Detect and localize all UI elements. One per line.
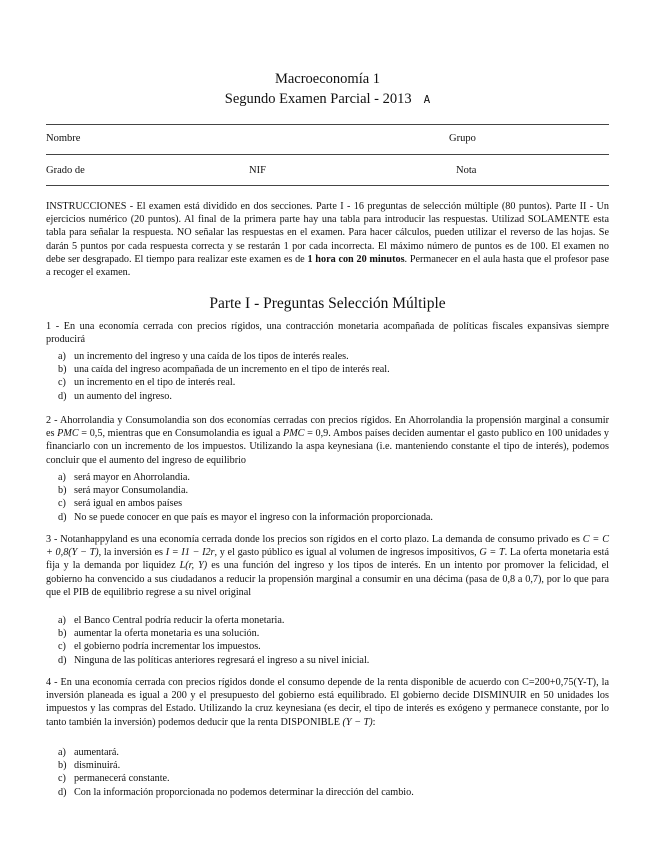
- time-limit: 1 hora con 20 minutos: [307, 253, 405, 265]
- option-d: d) Ninguna de las políticas anteriores regresará el ingreso a su nivel inicial.: [58, 654, 370, 666]
- option-d: d) un aumento del ingreso.: [58, 390, 172, 402]
- option-c: c) será igual en ambos países: [58, 498, 183, 510]
- question-1: 1 - En una economía cerrada con precios rígidos, una contracción monetaria acompañada de políticas fiscales expansivas siempre producirá: [46, 321, 609, 346]
- grado-label: Grado de: [46, 165, 85, 176]
- option-b: b) será mayor Consumolandia.: [58, 485, 189, 497]
- question-3-options: [58, 614, 608, 667]
- form-rule-bottom: [46, 185, 609, 186]
- nombre-label: Nombre: [46, 133, 81, 144]
- option-a: a) será mayor en Ahorrolandia.: [58, 472, 190, 483]
- option-c: c) un incremento en el tipo de interés real.: [58, 377, 236, 389]
- option-b: b) aumentar la oferta monetaria es una solución.: [58, 628, 260, 640]
- nif-label: NIF: [249, 165, 266, 176]
- form-rule-top: [46, 124, 609, 125]
- instructions: INSTRUCCIONES - El examen está dividido en dos secciones. Parte I - 16 preguntas de selección múltiple (80 puntos). Parte II - Un ejercicios numérico (20 puntos). Al final de la primera parte hay una tabla para introducir las respuestas. Utilizad SOLAMENTE esta tabla para señalar la respuesta. NO señalar las respuestas en el examen. Para hacer cálculos, pueden utilizar el reverso de las hojas. Se darán 5 puntos por cada respuesta correcta y se restarán 1 por cada incorrecta. El máximo número de puntos es de 100. El examen no debe ser desgrapado. El tiempo para realizar este examen es de 1 hora con 20 minutos. Permanecer en el aula hasta que el profesor pase a recoger el examen.: [46, 201, 609, 279]
- question-2-options: [58, 471, 608, 524]
- form-rule-middle: [46, 154, 609, 155]
- exam-version: A: [423, 93, 431, 106]
- question-4: 4 - En una economía cerrada con precios rígidos donde el consumo depende de la renta disponible de acuerdo con C=200+0,75(Y-T), la inversión planeada es igual a 200 y el presupuesto del gobierno está equilibrado. El gobierno decide DISMINUIR en 50 unidades los impuestos y las compras del Estado. Utilizando la cruz keynesiana (es decir, el tipo de interés es exógeno y permanece constante, por lo tanto también la inversión) podemos deducir que la renta DISPONIBLE (Y − T):: [46, 677, 609, 728]
- question-1-options: [58, 350, 608, 403]
- option-a: a) un incremento del ingreso y una caída de los tipos de interés reales.: [58, 351, 349, 362]
- question-4-options: [58, 746, 608, 799]
- grupo-label: Grupo: [449, 133, 476, 144]
- exam-subtitle: Segundo Examen Parcial - 2013 A: [224, 91, 431, 107]
- option-c: c) permanecerá constante.: [58, 773, 170, 785]
- option-d: d) No se puede conocer en que país es mayor el ingreso con la información proporcionada.: [58, 511, 433, 523]
- option-b: b) una caída del ingreso acompañada de un incremento en el tipo de interés real.: [58, 364, 390, 376]
- option-d: d) Con la información proporcionada no podemos determinar la dirección del cambio.: [58, 786, 414, 798]
- option-b: b) disminuirá.: [58, 760, 121, 772]
- option-a: a) el Banco Central podría reducir la oferta monetaria.: [58, 615, 285, 626]
- nota-label: Nota: [456, 165, 477, 176]
- exam-course-title: Macroeconomía 1: [274, 71, 381, 87]
- question-2: 2 - Ahorrolandia y Consumolandia son dos economías cerradas con precios rígidos. En Ahorrolandia la propensión marginal a consumir es PMC = 0,5, mientras que en Consumolandia es igual a PMC = 0,9. Ambos países deciden aumentar el gasto publico en 100 unidades y financiarlo con un incremento de los impuestos. Utilizando la aspa keynesiana (i.e. manteniendo constante el tipo de interés), podemos concluir que el aumento del ingreso de equilibrio: [46, 415, 609, 466]
- option-a: a) aumentará.: [58, 747, 119, 758]
- question-3: 3 - Notanhappyland es una economía cerrada donde los precios son rígidos en el corto plazo. La demanda de consumo privado es C = C + 0,8(Y − T), la inversión es I = I1 − I2r, y el gasto público es igual al volumen de ingresos impositivos, G = T. La oferta monetaria está fija y la demanda por liquidez L(r, Y) es una función del ingreso y los tipos de interés. En un intento por promover la felicidad, el gobierno ha convencido a sus ciudadanos a reducir la propensión marginal a consumir en una décima (pasa de 0,8 a 0,7), por lo que para que el PIB de equilibrio regrese a su nivel original: [46, 534, 609, 598]
- option-c: c) el gobierno podría incrementar los impuestos.: [58, 641, 261, 653]
- part-title: Parte I - Preguntas Selección Múltiple: [209, 295, 446, 312]
